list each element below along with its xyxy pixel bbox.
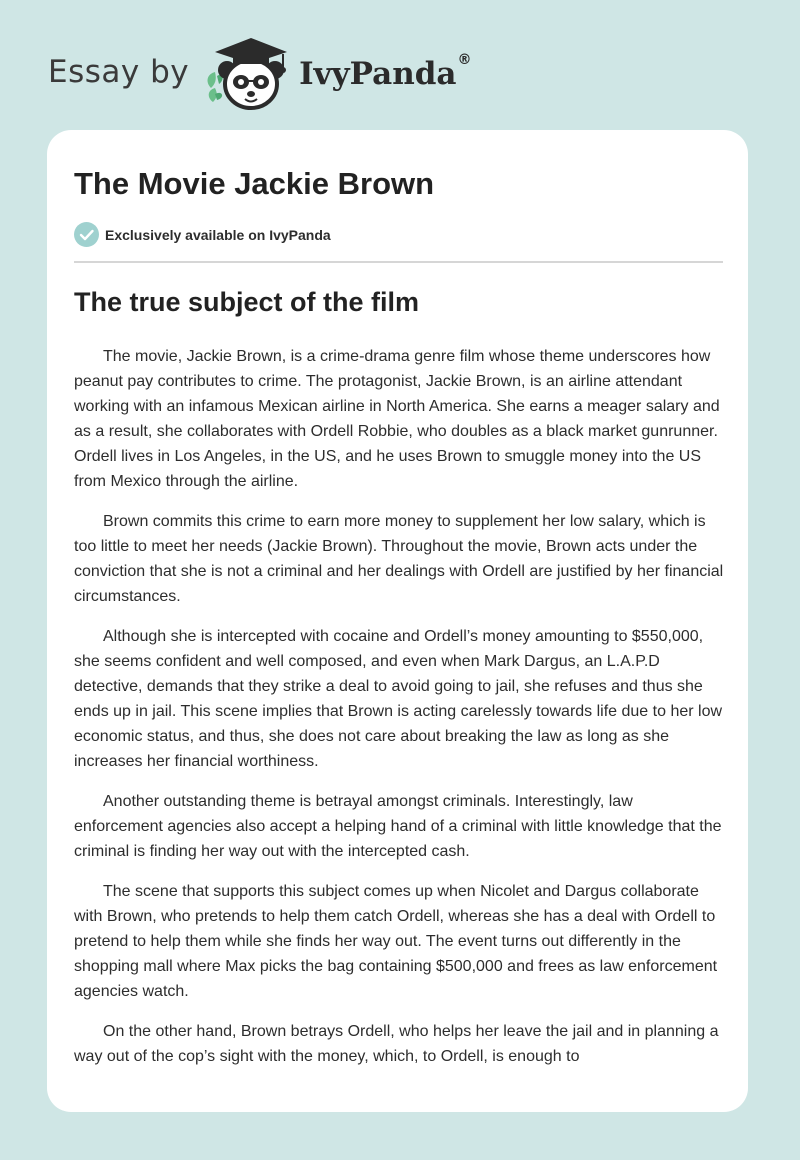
brand-header[interactable]: [48, 32, 472, 112]
page-title: The Movie Jackie Brown: [74, 166, 435, 201]
essay-body: [74, 344, 726, 1084]
brand-prefix: Essay by: [48, 54, 190, 90]
paragraph: Another outstanding theme is betrayal amongst criminals. Interestingly, law enforcement agencies also accept a helping hand of a criminal with little knowledge that the criminal is finding her way out with the intercepted cash.: [74, 793, 722, 860]
divider: [74, 261, 723, 263]
paragraph: The movie, Jackie Brown, is a crime-drama genre film whose theme underscores how peanut pay contributes to crime. The protagonist, Jackie Brown, is an airline attendant working with an infamous Mexican airline in North America. She earns a meager salary and as a result, she collaborates with Ordell Robbie, who doubles as a black market gunrunner. Ordell lives in Los Angeles, in the US, and he uses Brown to smuggle money into the US from Mexico through the airline.: [74, 348, 720, 490]
paragraph: The scene that supports this subject comes up when Nicolet and Dargus collaborate with Brown, who pretends to help them catch Ordell, whereas she has a deal with Ordell to pretend to help them while she finds her way out. The event turns out differently in the shopping mall where Max picks the bag containing $500,000 and frees as law enforcement agencies watch.: [74, 883, 718, 1000]
paragraph: Although she is intercepted with cocaine and Ordell’s money amounting to $550,000, she seems confident and well composed, and even when Mark Dargus, an L.A.P.D detective, demands that they strike a deal to avoid going to jail, she refuses and thus she ends up in jail. This scene implies that Brown is acting carelessly towards life due to her low economic status, and thus, she does not care about breaking the law as long as she increases her financial worthiness.: [74, 628, 723, 770]
brand-registered-mark: ®: [457, 52, 472, 68]
section-title: The true subject of the film: [74, 287, 420, 317]
paragraph: Brown commits this crime to earn more money to supplement her low salary, which is too little to meet her needs (Jackie Brown). Throughout the movie, Brown acts under the conviction that she is not a criminal and her dealings with Ordell are justified by her financial circumstances.: [74, 513, 724, 605]
essay-card: [47, 130, 748, 1112]
check-circle-icon: [74, 222, 99, 247]
paragraph: On the other hand, Brown betrays Ordell, who helps her leave the jail and in planning a way out of the cop’s sight with the money, which, to Ordell, is enough to: [74, 1023, 719, 1065]
panda-graduate-icon: [203, 32, 291, 112]
exclusive-badge: [74, 222, 331, 247]
exclusive-label: Exclusively available on IvyPanda: [105, 226, 331, 243]
brand-name: IvyPanda®: [299, 52, 472, 92]
